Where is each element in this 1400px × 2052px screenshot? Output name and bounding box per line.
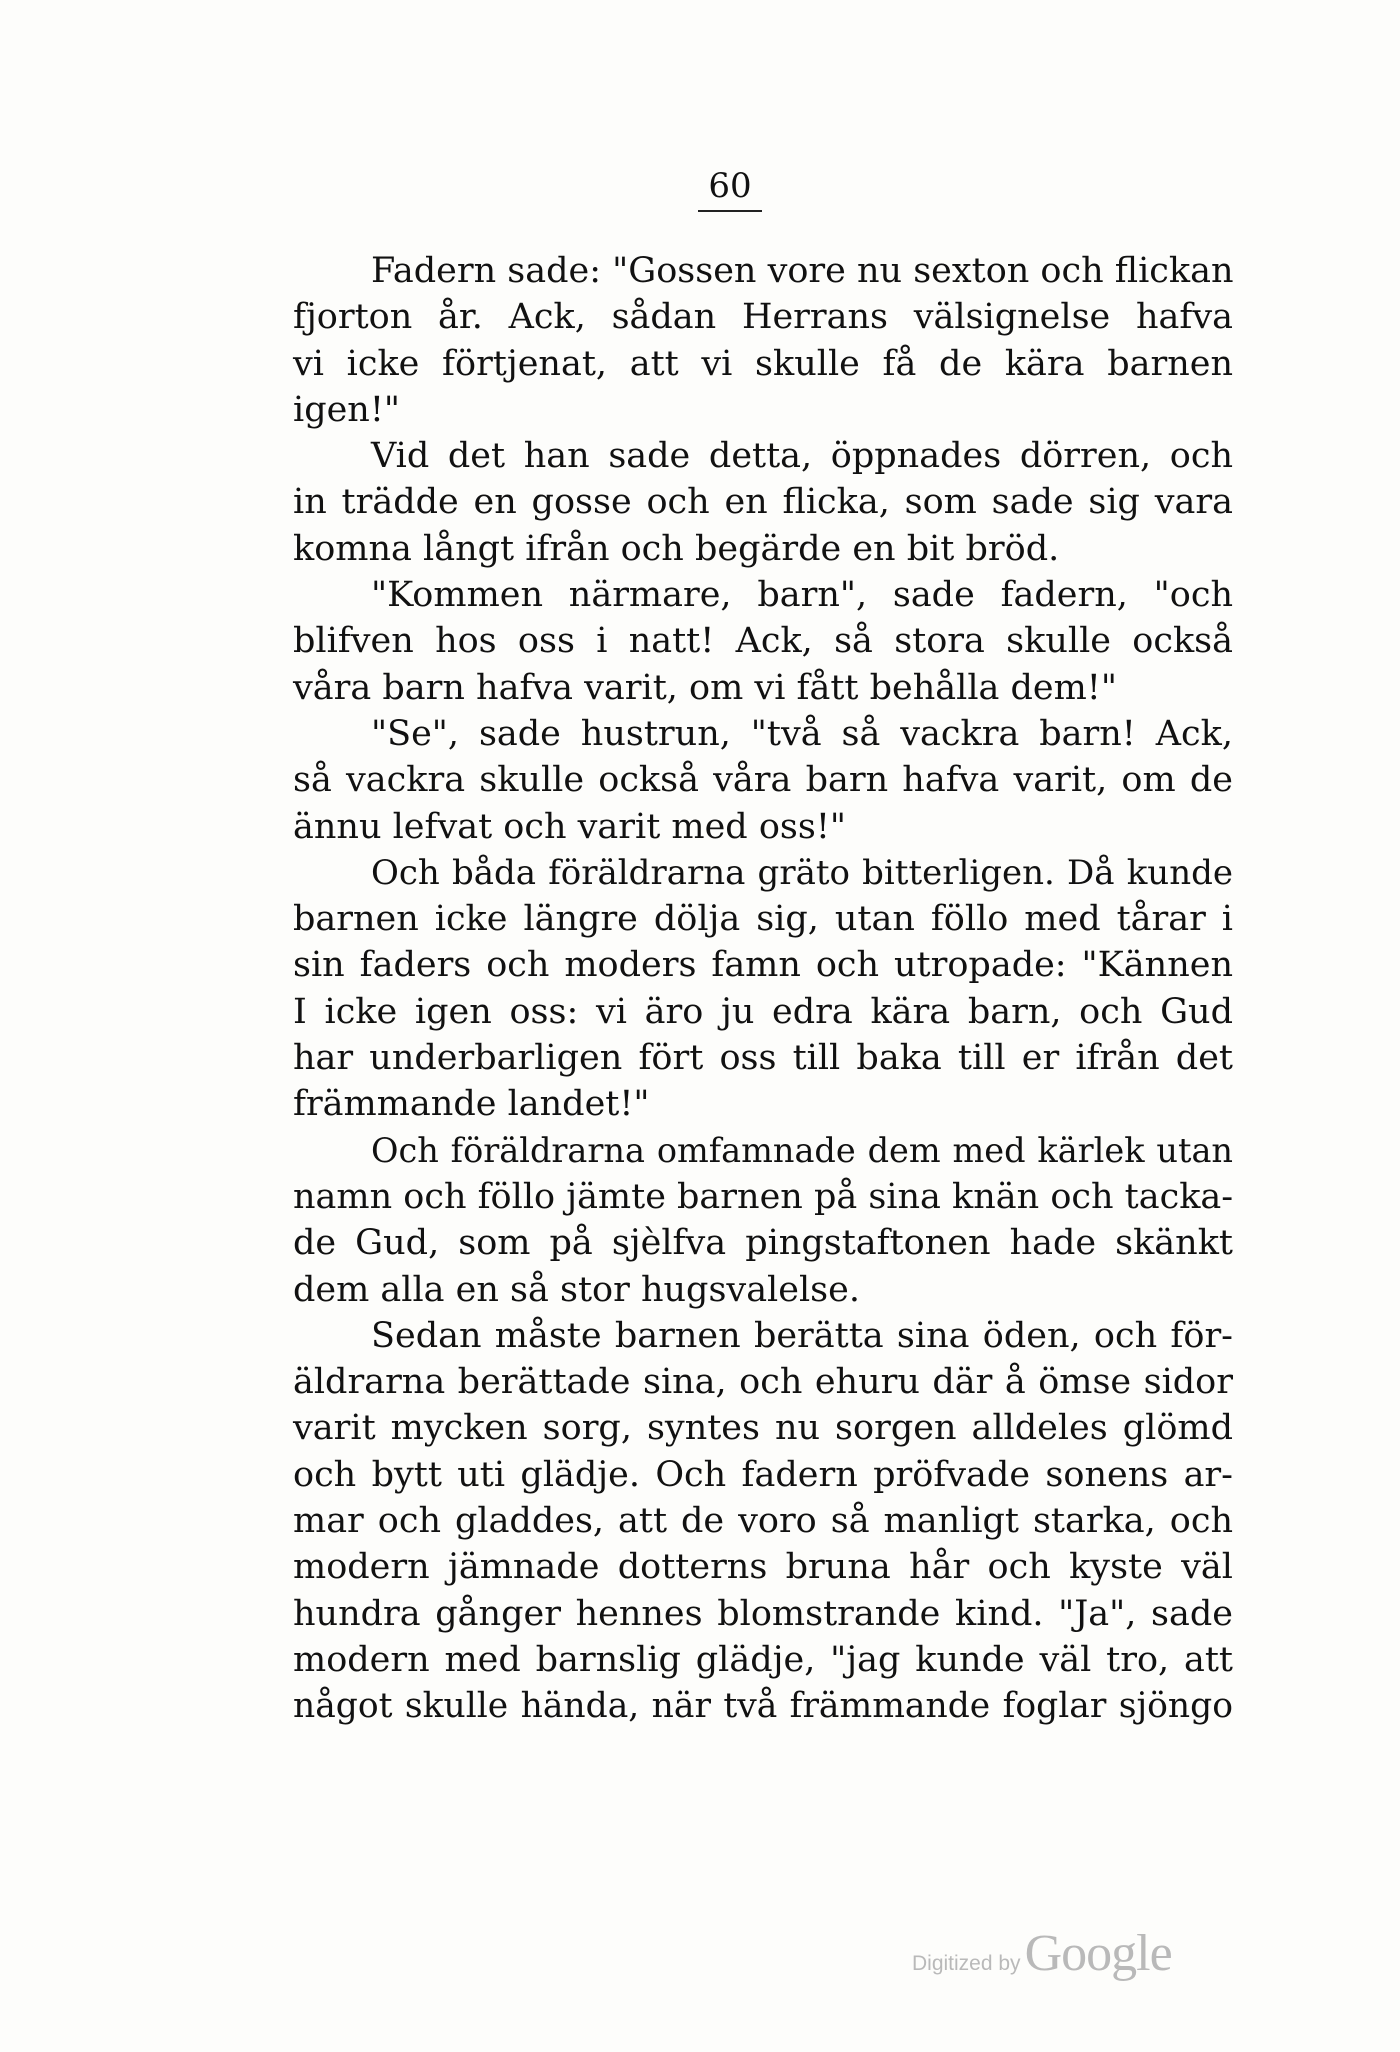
page-number xyxy=(0,164,1400,212)
text-line: ännu lefvat och varit med oss!" xyxy=(293,806,846,847)
text-line: Vid det han sade detta, öppnades dörren, och xyxy=(371,436,1233,477)
text-line: Fadern sade: "Gossen vore nu sexton och flickan xyxy=(371,251,1234,291)
text-line: Sedan måste barnen berätta sina öden, och för- xyxy=(371,1315,1233,1356)
text-line: fjorton år. Ack, sådan Herrans välsignelse hafva xyxy=(293,297,1233,338)
text-line: främmande landet!" xyxy=(293,1084,650,1125)
digitized-watermark xyxy=(912,1924,1172,1984)
text-line: så vackra skulle också våra barn hafva varit, om de xyxy=(293,760,1233,801)
text-line: varit mycken sorg, syntes nu sorgen alldeles glömd xyxy=(293,1408,1233,1449)
text-line: hundra gånger hennes blomstrande kind. "Ja", sade xyxy=(293,1593,1233,1634)
text-line: sin faders och moders famn och utropade: "Kännen xyxy=(293,945,1233,986)
text-line: mar och gladdes, att de voro så manligt starka, och xyxy=(293,1501,1233,1542)
text-line: våra barn hafva varit, om vi fått behålla dem!" xyxy=(293,667,1117,708)
text-line: modern med barnslig glädje, "jag kunde väl tro, att xyxy=(293,1639,1233,1680)
digitized-by-label: Digitized by xyxy=(912,1952,1021,1975)
text-line: vi icke förtjenat, att vi skulle få de kära barnen xyxy=(293,343,1233,384)
text-line: äldrarna berättade sina, och ehuru där å ömse sidor xyxy=(293,1362,1233,1403)
text-line: och bytt uti glädje. Och fadern pröfvade sonens ar- xyxy=(293,1454,1233,1495)
text-line: barnen icke längre dölja sig, utan föllo med tårar i xyxy=(293,899,1233,940)
text-line: Och båda föräldrarna gräto bitterligen. Då kunde xyxy=(371,852,1233,893)
text-line: Och föräldrarna omfamnade dem med kärlek utan xyxy=(371,1130,1233,1170)
page-number-text: 60 xyxy=(698,164,761,212)
text-line: något skulle hända, när två främmande foglar sjöngo xyxy=(293,1686,1233,1727)
text-line: igen!" xyxy=(293,389,401,430)
text-line: blifven hos oss i natt! Ack, så stora skulle också xyxy=(293,621,1233,662)
google-logo: Google xyxy=(1024,1925,1172,1982)
body-text xyxy=(293,248,1233,1730)
text-line: de Gud, som på sjèlfva pingstaftonen hade skänkt xyxy=(293,1223,1233,1264)
text-line: "Kommen närmare, barn", sade fadern, "och xyxy=(371,575,1233,616)
text-line: komna långt ifrån och begärde en bit bröd. xyxy=(293,528,1060,569)
text-line: modern jämnade dotterns bruna hår och kyste väl xyxy=(293,1547,1233,1588)
text-line: "Se", sade hustrun, "två så vackra barn! Ack, xyxy=(371,713,1233,754)
text-line: in trädde en gosse och en flicka, som sade sig vara xyxy=(293,482,1233,523)
text-line: I icke igen oss: vi äro ju edra kära barn, och Gud xyxy=(293,991,1233,1032)
text-line: har underbarligen fört oss till baka till er ifrån det xyxy=(293,1038,1233,1079)
text-line: namn och föllo jämte barnen på sina knän och tacka- xyxy=(293,1176,1234,1217)
text-line: dem alla en så stor hugsvalelse. xyxy=(293,1269,860,1310)
